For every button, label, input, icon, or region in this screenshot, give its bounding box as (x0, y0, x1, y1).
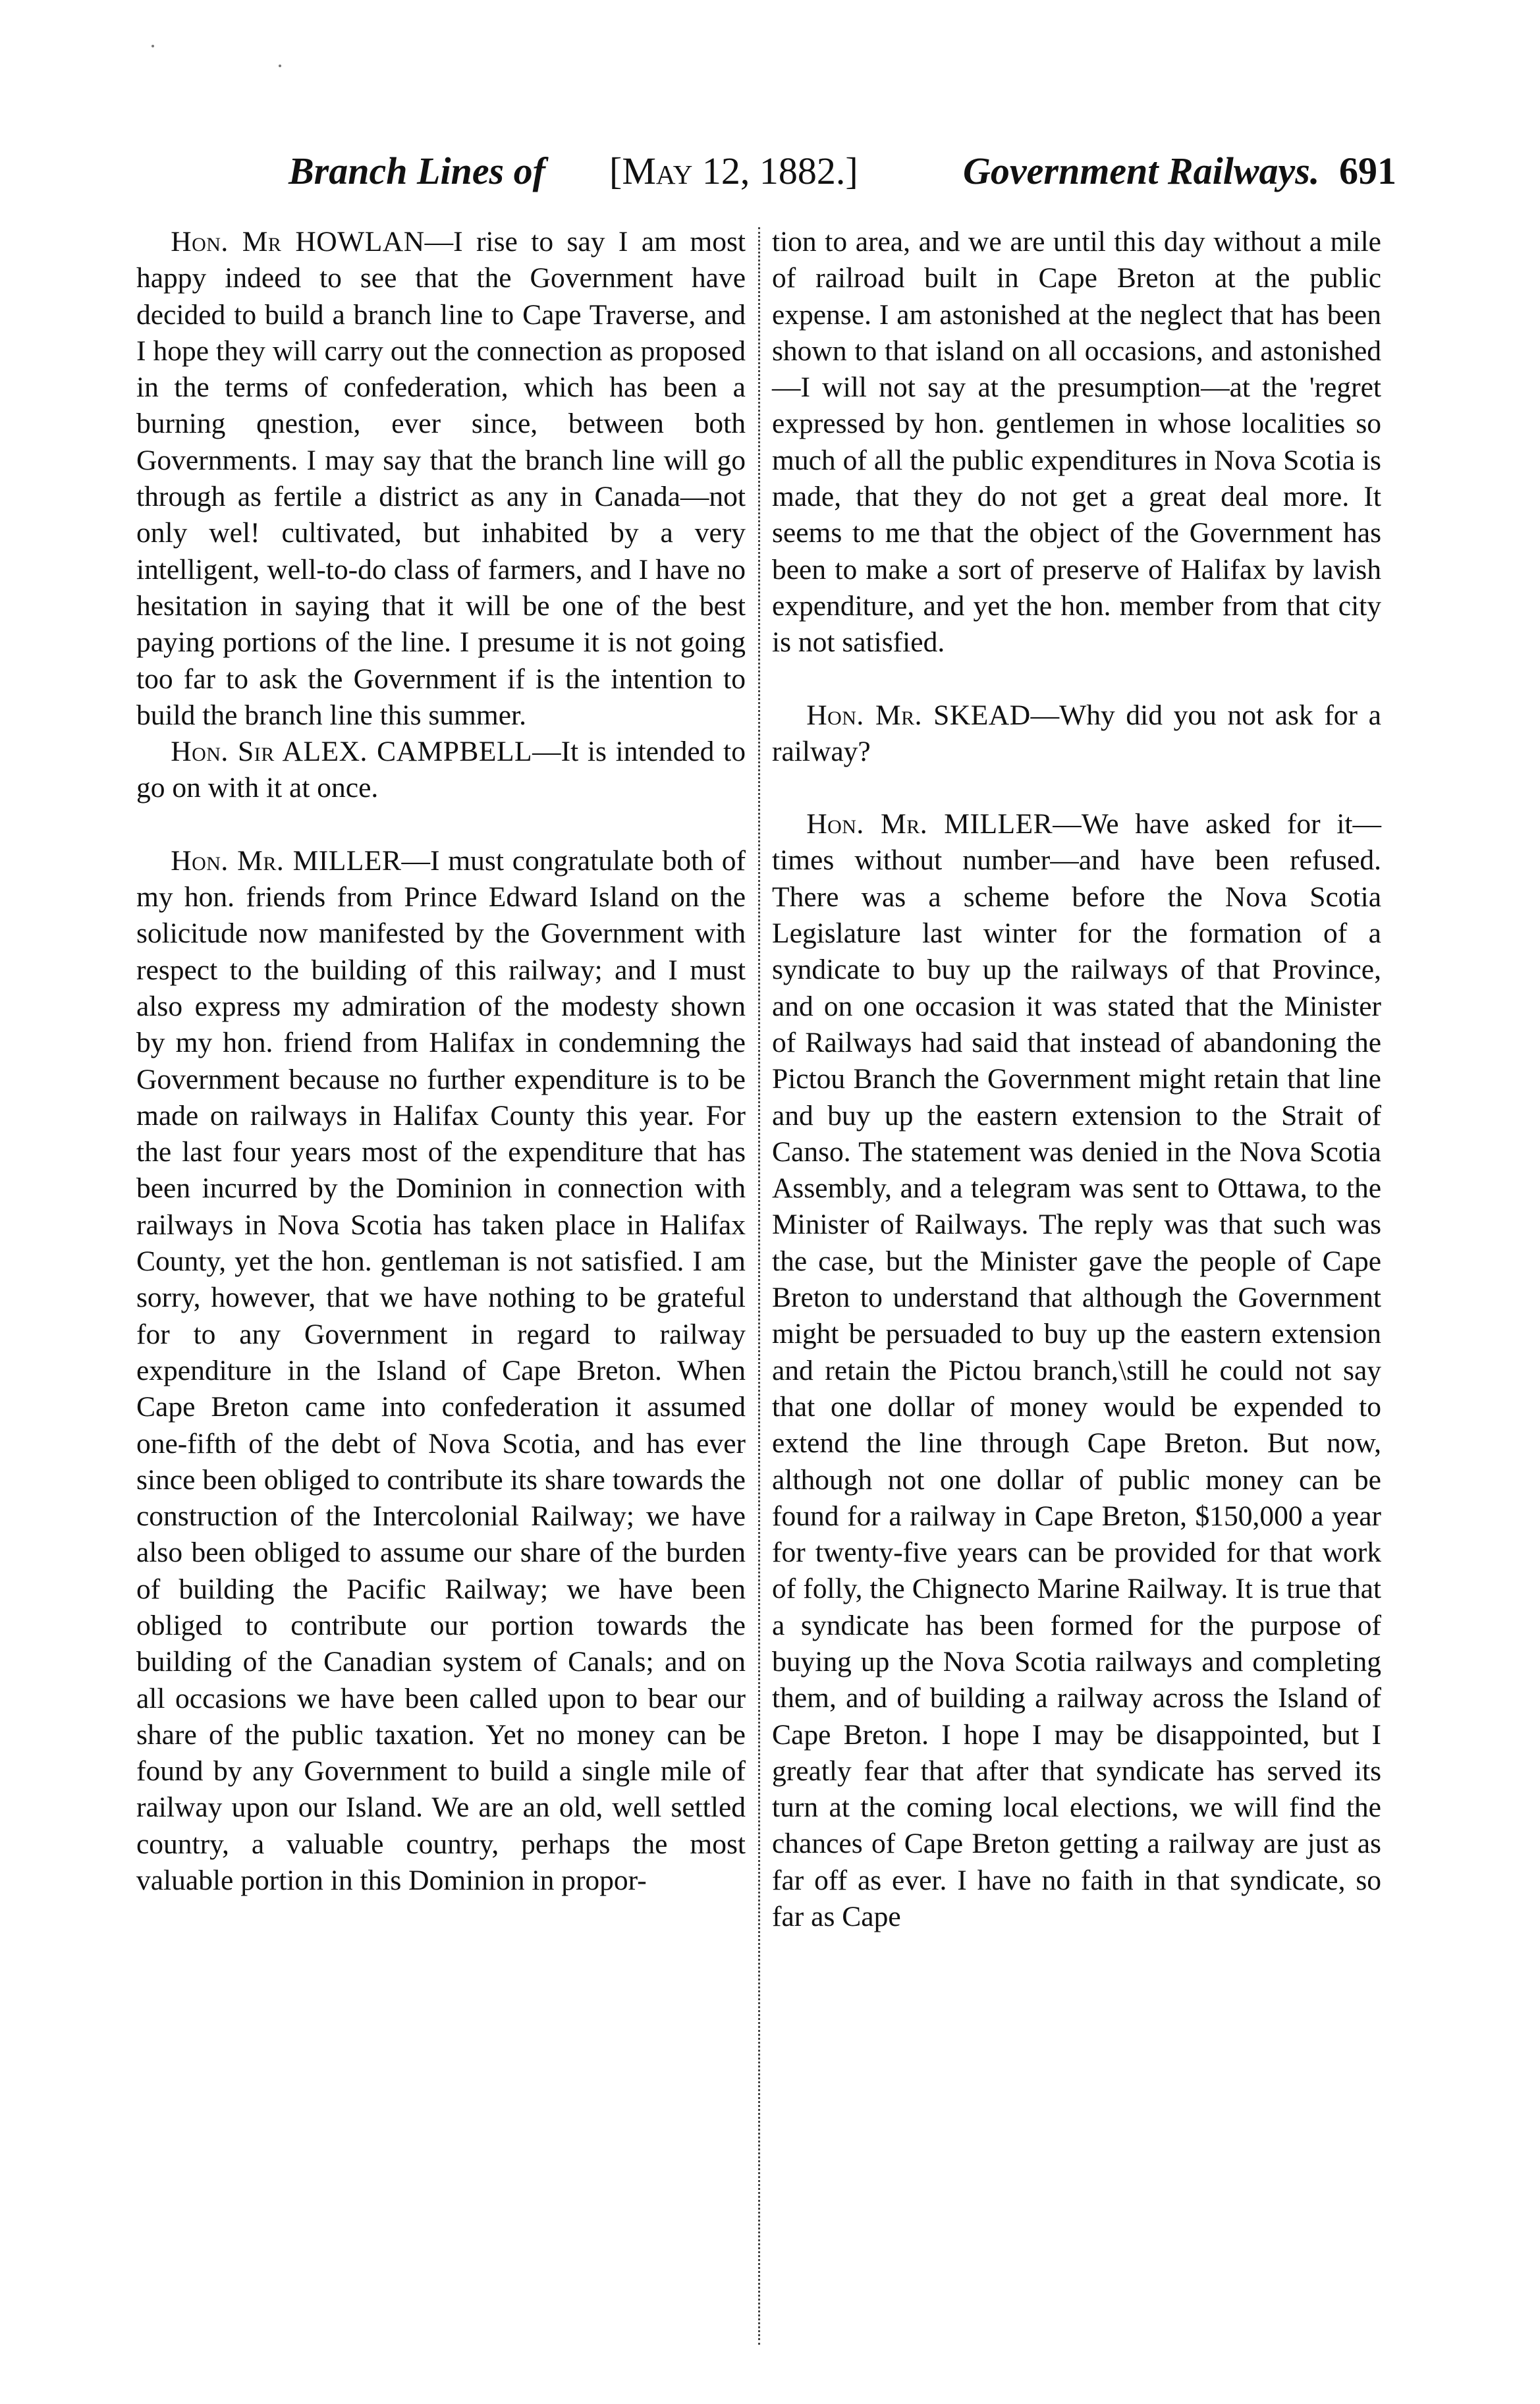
speaker-name: Hon. Mr. MILLER (806, 808, 1053, 840)
paragraph-text: —It is intended to go on with it at once. (136, 736, 746, 804)
speaker-name: Hon. Mr. SKEAD (806, 699, 1031, 731)
paragraph-continuation (772, 224, 1381, 661)
paragraph-text: —I rise to say I am most happy indeed to see that the Government have decided to build a branch line to Cape Traverse, and I hope they will carry out the connection as proposed in the terms of confederation, which has been a burning qnestion, ever since, between both Governments. I may say that the branch line will go through as fertile a district as any in Canada—not only wel! cultivated, but inhabited by a very intelligent, well-to-do class of farmers, and I have no hesitation in saying that it will be one of the best paying portions of the line. I presume it is not going too far to ask the Government if is the intention to build the branch line this summer. (136, 226, 746, 731)
paragraph-text: —We have asked for it—times without number—and have been refused. There was a scheme before the Nova Scotia Legislature last winter for the formation of a syndicate to buy up the railways of that Province, and on one occasion it was stated that the Minister of Railways had said that instead of abandoning the Pictou Branch the Government might retain that line and buy up the eastern extension to the Strait of Canso. The statement was denied in the Nova Scotia Assembly, and a telegram was sent to Ottawa, to the Minister of Railways. The reply was that such was the case, but the Minister gave the people of Cape Breton to understand that although the Government might be persuaded to buy up the eastern extension and retain the Pictou branch,\still he could not say that one dollar of money would be expended to extend the line through Cape Breton. But now, although not one dollar of public money can be found for a railway in Cape Breton, $150,000 a year for twenty-five years can be provided for that work of folly, the Chignecto Marine Railway. It is true that a syndicate has been formed for the purpose of buying up the Nova Scotia railways and completing them, and of building a railway across the Island of Cape Breton. I hope I may be disappointed, but I greatly fear that after that syndicate has served its turn at the coming local elections, we will find the chances of Cape Breton getting a railway are just as far off as ever. I have no faith in that syndicate, so far as Cape (772, 808, 1382, 1933)
paragraph-text: tion to area, and we are until this day without a mile of railroad built in Cape Breton at the public expense. I am astonished at the neglect that has been shown to that island on all occasions, and astonished—I will not say at the presumption—at the 'regret expressed by hon. gentlemen in whose localities so much of all the public expenditures in Nova Scotia is made, that they do not get a great deal more. It seems to me that the object of the Government has been to make a sort of preserve of Halifax by lavish expenditure, and yet the hon. member from that city is not satisfied. (772, 226, 1381, 659)
speck (279, 65, 281, 67)
paragraph-miller-1 (136, 843, 746, 1899)
paragraph-howlan (136, 224, 746, 734)
paragraph-skead (772, 697, 1381, 771)
header-left-title: Branch Lines of (289, 150, 545, 192)
left-column (136, 224, 746, 2358)
speaker-name: Hon. Sir ALEX. CAMPBELL (171, 736, 533, 768)
paragraph-miller-2 (772, 806, 1381, 1935)
header-date: [May 12, 1882.] (609, 150, 858, 192)
speaker-name: Hon. Mr HOWLAN (171, 226, 425, 258)
header-right-title: Government Railways. (963, 150, 1320, 192)
column-divider (758, 227, 760, 2345)
paragraph-text: —I must congratulate both of my hon. friends from Prince Edward Island on the solicitude now manifested by the Government with respect to the building of this railway; and I must also express my admiration of the modesty shown by my hon. friend from Halifax in condemning the Government because no further expenditure is to be made on railways in Halifax County this year. For the last four years most of the expenditure that has been incurred by the Dominion in connection with railways in Nova Scotia has taken place in Halifax County, yet the hon. gentleman is not satisfied. I am sorry, however, that we have nothing to be grateful for to any Government in regard to railway expenditure in the Island of Cape Breton. When Cape Breton came into confederation it assumed one-fifth of the debt of Nova Scotia, and has ever since been obliged to contribute its share towards the construction of the Intercolonial Railway; we have also been obliged to assume our share of the burden of building the Pacific Railway; we have been obliged to contribute our portion towards the building of the Canadian system of Canals; and on all occasions we have been called upon to bear our share of the public taxation. Yet no money can be found by any Government to build a single mile of railway upon our Island. We are an old, well settled country, a valuable country, perhaps the most valuable portion in this Dominion in propor- (136, 844, 746, 1897)
speck (151, 45, 154, 47)
page-number: 691 (1339, 150, 1396, 192)
right-column (772, 224, 1381, 2358)
paragraph-campbell (136, 734, 746, 807)
paragraph-text: —Why did you not ask for a railway? (772, 699, 1381, 767)
speaker-name: Hon. Mr. MILLER (171, 844, 402, 877)
running-header (132, 135, 1396, 207)
